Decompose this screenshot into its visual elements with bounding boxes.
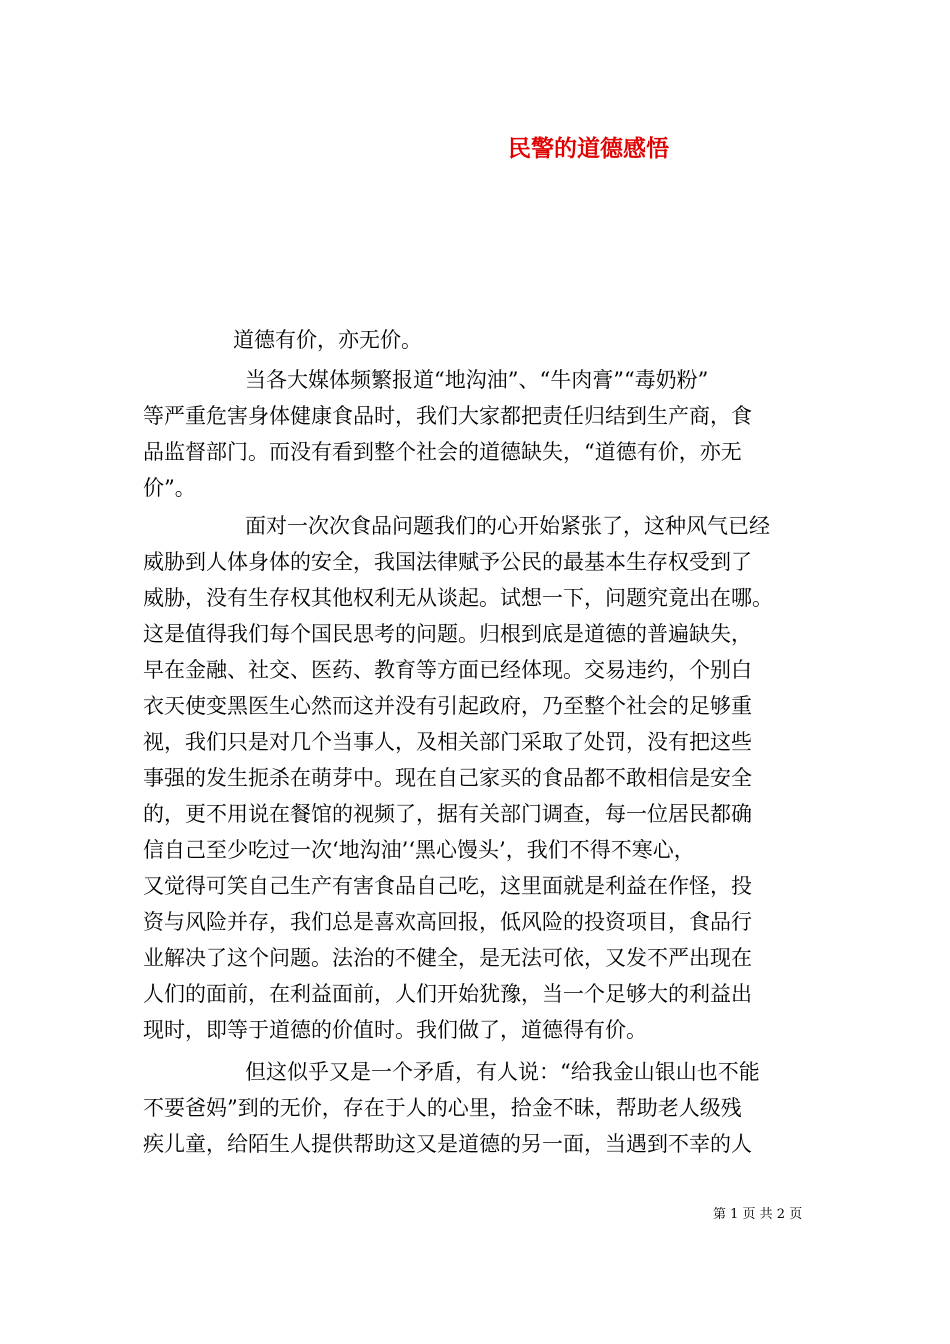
paragraph-line: 等严重危害身体健康食品时，我们大家都把责任归结到生产商，食 <box>143 404 752 428</box>
paragraph-line: 道德有价，亦无价。 <box>233 328 422 352</box>
paragraph-line: 当各大媒体频繁报道“地沟油”、“牛肉膏”“毒奶粉” <box>245 368 709 392</box>
paragraph-line: 威胁，没有生存权其他权利无从谈起。试想一下，问题究竟出在哪。 <box>143 586 773 610</box>
paragraph-line: 不要爸妈”到的无价，存在于人的心里，拾金不昧，帮助老人级残 <box>143 1096 742 1120</box>
page-footer: 第 1 页 共 2 页 <box>713 1207 803 1222</box>
paragraph-line: 视，我们只是对几个当事人，及相关部门采取了处罚，没有把这些 <box>143 730 752 754</box>
paragraph-line: 威胁到人体身体的安全，我国法律赋予公民的最基本生存权受到了 <box>143 550 752 574</box>
paragraph-line: 早在金融、社交、医药、教育等方面已经体现。交易违约，个别白 <box>143 658 752 682</box>
paragraph-line: 信自己至少吃过一次‘地沟油’‘黑心馒头’，我们不得不寒心， <box>143 838 695 862</box>
paragraph-line: 疾儿童，给陌生人提供帮助这又是道德的另一面，当遇到不幸的人 <box>143 1132 752 1156</box>
paragraph-line: 但这似乎又是一个矛盾，有人说：“给我金山银山也不能 <box>245 1060 760 1084</box>
paragraph-line: 面对一次次食品问题我们的心开始紧张了，这种风气已经 <box>245 514 770 538</box>
paragraph-line: 的，更不用说在餐馆的视频了，据有关部门调查，每一位居民都确 <box>143 802 752 826</box>
paragraph-line: 事强的发生扼杀在萌芽中。现在自己家买的食品都不敢相信是安全 <box>143 766 752 790</box>
paragraph-line: 衣天使变黑医生心然而这并没有引起政府，乃至整个社会的足够重 <box>143 694 752 718</box>
document-title: 民警的道德感悟 <box>508 135 669 162</box>
paragraph-line: 这是值得我们每个国民思考的问题。归根到底是道德的普遍缺失， <box>143 622 752 646</box>
paragraph-line: 价”。 <box>143 476 196 500</box>
paragraph-line: 品监督部门。而没有看到整个社会的道德缺失，“道德有价，亦无 <box>143 440 742 464</box>
paragraph-line: 又觉得可笑自己生产有害食品自己吃，这里面就是利益在作怪，投 <box>143 874 752 898</box>
paragraph-line: 资与风险并存，我们总是喜欢高回报，低风险的投资项目，食品行 <box>143 910 752 934</box>
paragraph-line: 人们的面前，在利益面前，人们开始犹豫，当一个足够大的利益出 <box>143 982 752 1006</box>
paragraph-line: 业解决了这个问题。法治的不健全，是无法可依，又发不严出现在 <box>143 946 752 970</box>
paragraph-line: 现时，即等于道德的价值时。我们做了，道德得有价。 <box>143 1018 647 1042</box>
